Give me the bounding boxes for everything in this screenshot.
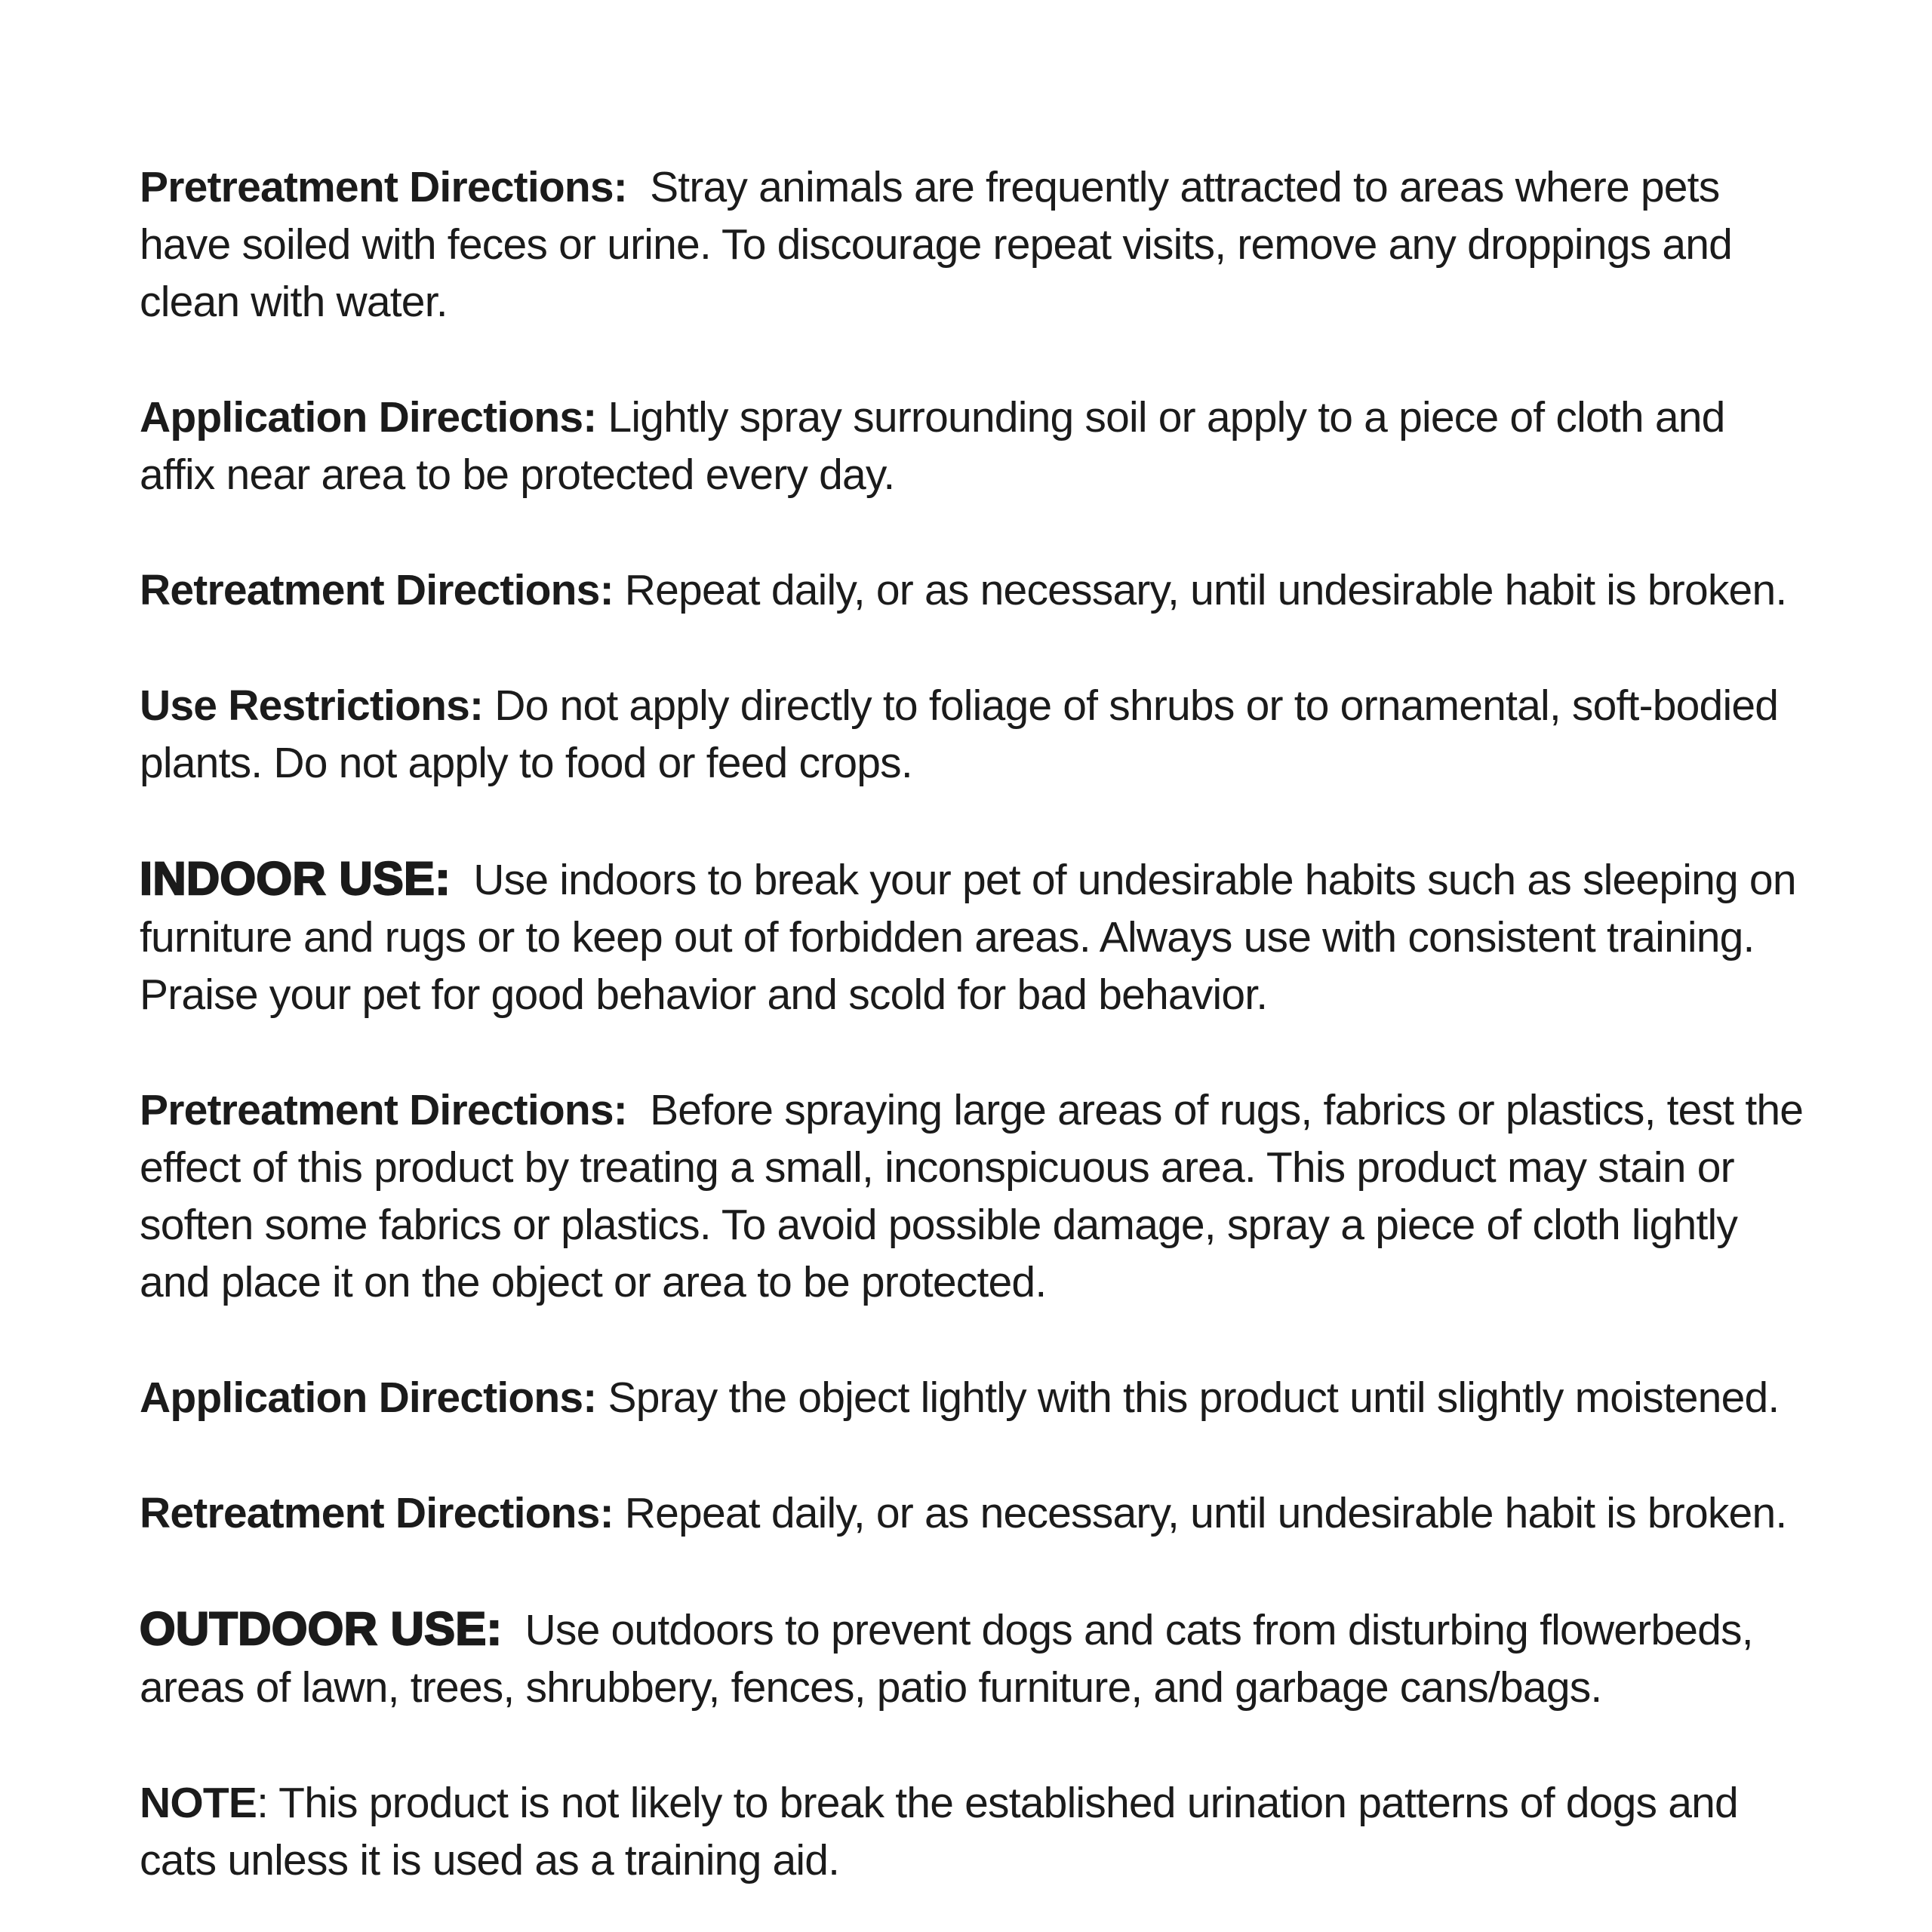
section-heading-indoor-use: INDOOR USE: [140,853,451,904]
paragraph-body: Use outdoors to prevent dogs and cats from disturbing flowerbeds, areas of lawn, trees, shrubbery, fences, patio furniture, and garbage cans/bags. [140,1606,1764,1712]
paragraph-pretreatment-directions-indoor [140,1081,1815,1311]
paragraph-body: Before spraying large areas of rugs, fabrics or plastics, test the effect of this product by treating a small, inconspicuous area. This product may stain or soften some fabrics or plastics. To avoid possible damage, spray a piece of cloth lightly and place it on the object or area to be protected. [140,1086,1815,1306]
paragraph-heading: Retreatment Directions: [140,1489,614,1537]
paragraph-use-restrictions [140,677,1811,792]
paragraph-heading: Use Restrictions: [140,681,484,730]
paragraph-heading: Retreatment Directions: [140,566,614,614]
paragraph-application-directions-outdoor [140,389,1811,503]
paragraph-body: Repeat daily, or as necessary, until undesirable habit is broken. [613,566,1787,614]
paragraph-body: Use indoors to break your pet of undesirable habits such as sleeping on furniture and rugs or to keep out of forbidden areas. Always use with consistent training. Praise your pet for good behavior and scold for bad behavior. [140,856,1807,1019]
paragraph-body: Repeat daily, or as necessary, until undesirable habit is broken. [613,1489,1787,1537]
paragraph-heading: Application Directions: [140,393,597,441]
paragraph-pretreatment-directions-outdoor [140,158,1811,331]
paragraph-application-directions-indoor [140,1369,1811,1426]
paragraph-body: Do not apply directly to foliage of shrubs or to ornamental, soft-bodied plants. Do not apply to food or feed crops. [140,681,1790,787]
paragraph-body: Spray the object lightly with this product until slightly moistened. [596,1374,1780,1422]
paragraph-retreatment-directions-indoor [140,1484,1811,1542]
paragraph-heading: Pretreatment Directions: [140,1086,627,1134]
paragraph-indoor-use [140,850,1811,1023]
paragraph-body: : This product is not likely to break the established urination patterns of dogs and cats unless it is used as a training aid. [140,1779,1749,1884]
section-heading-outdoor-use: OUTDOOR USE: [140,1603,503,1654]
paragraph-note [140,1774,1811,1889]
paragraph-body: Stray animals are frequently attracted to areas where pets have soiled with feces or urine. To discourage repeat visits, remove any droppings and clean with water. [140,163,1744,326]
paragraph-retreatment-directions-outdoor [140,561,1811,619]
paragraph-outdoor-use [140,1600,1811,1716]
paragraph-heading: NOTE [140,1779,257,1827]
paragraph-heading: Pretreatment Directions: [140,163,627,211]
paragraph-body: Lightly spray surrounding soil or apply to a piece of cloth and affix near area to be protected every day. [140,393,1737,499]
paragraph-heading: Application Directions: [140,1374,597,1422]
